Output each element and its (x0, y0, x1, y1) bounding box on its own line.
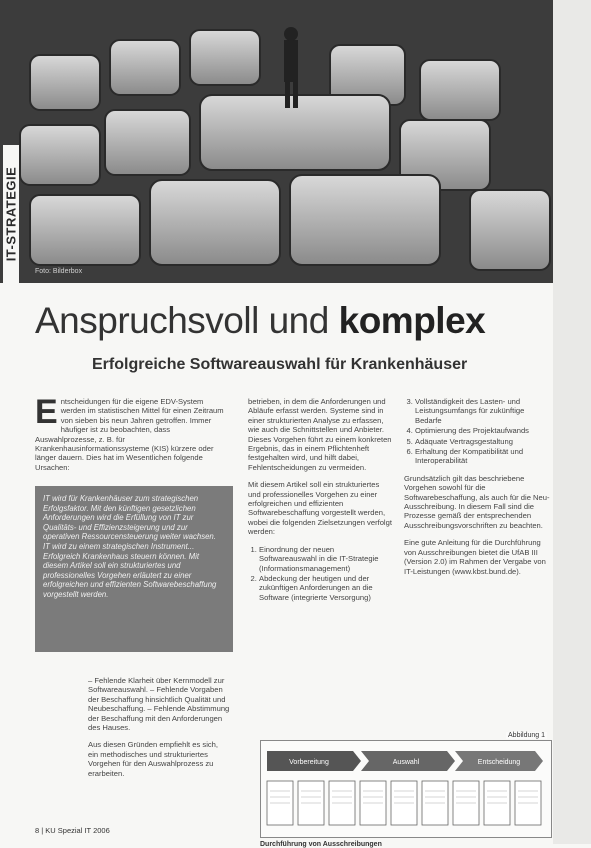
col3-paragraph-2: Eine gute Anleitung für die Durchführung von Ausschreibungen bietet die UfAB III (Version 2.0) im Rahmen der Vergabe von IT-Leistungen (www.kbst.bund.de). (404, 538, 546, 576)
list-item: 1. Einordnung der neuen Softwareauswahl in die IT-Strategie (Informationsmanagement) (259, 545, 394, 573)
figure-caption: Durchführung von Ausschreibungen (260, 841, 382, 848)
bullet-paragraph: – Fehlende Klarheit über Kernmodell zur Softwareauswahl. – Fehlende Vorgaben der Beschaffung hinsichtlich Qualität und Neubeschaffung. – Fehlende Abstimmung der Beschaffung mit den Anforderungen des Hauses. (88, 676, 230, 733)
col3-paragraph-1: Grundsätzlich gilt das beschriebene Vorgehen sowohl für die Softwarebeschaffung, als auch für die Neu-Ausschreibung. In diesem Fall sind die Prozesse gemäß der entsprechenden Ausschreibungsvorschriften zu beachten. (404, 473, 550, 530)
list-item: 4. Optimierung des Projektaufwands (415, 426, 552, 435)
article-subtitle: Erfolgreiche Softwareauswahl für Krankenhäuser (92, 356, 468, 373)
figure-process-diagram (260, 732, 552, 838)
page-footer: 8 | KU Spezial IT 2006 (35, 826, 110, 835)
keyboard-illustration (0, 0, 553, 283)
headline-light: Anspruchsvoll und (35, 300, 339, 341)
phase-label-3: Entscheidung (477, 759, 521, 766)
column-1-continued (88, 676, 230, 786)
section-tag (3, 145, 19, 283)
list-item: 2. Abdeckung der heutigen und der zukünftigen Anforderungen an die Software (integrierte Versorgung) (259, 574, 394, 602)
photo-credit: Foto: Bilderbox (35, 268, 83, 275)
drop-cap: E (35, 393, 58, 431)
article-headline (35, 300, 485, 342)
figure-title: Abbildung 1 (508, 732, 545, 739)
list-item: 5. Adäquate Vertragsgestaltung (415, 437, 552, 446)
intro-paragraph: ntscheidungen für die eigene EDV-System werden im statistischen Mittel für einen Zeitraum von sieben bis neun Jahren getroffen. Immer häufiger ist zu beobachten, dass Auswahlprozesse, z. B. für Krankenhausinformationssysteme (KIS) kürzere oder länger dauern. Dies hat im Wesentlichen folgende Ursachen: (35, 397, 224, 472)
phase-label-2: Auswahl (392, 759, 420, 766)
col2-paragraph-2: Mit diesem Artikel soll ein strukturiertes und professionelles Vorgehen zu einer erfolgreichen und effizienten Softwarebeschaffung vorgestellt werden, wobei die folgenden Zielsetzungen verfolgt werden: (248, 480, 392, 537)
list-item: 3. Vollständigkeit des Lasten- und Leistungsumfangs für zukünftige Bedarfe (415, 397, 552, 425)
pull-quote-box (35, 486, 233, 652)
column-1 (35, 393, 230, 480)
col2-paragraph-1: betrieben, in dem die Anforderungen und Abläufe erfasst werden. Systeme sind in einer strukturierten Analyse zu erfassen, wie auch die Schnittstellen und Anbieter. Dieses Vorgehen führt zu einem konkreten Ergebnis, das in einem Pflichtenheft festgehalten wird, und hilft dabei, Fehlentscheidungen zu vermeiden. (248, 397, 392, 472)
section-tag-label: IT-STRATEGIE (3, 166, 19, 262)
list-item: 6. Erhaltung der Kompatibilität und Interoperabilität (415, 447, 552, 466)
closing-paragraph: Aus diesen Gründen empfiehlt es sich, ein methodisches und strukturiertes Vorgehen für den Auswahlprozess zu erarbeiten. (88, 740, 219, 778)
goal-list (248, 545, 394, 602)
headline-bold: komplex (338, 300, 486, 341)
goal-list-continued (404, 397, 552, 466)
column-2 (248, 397, 394, 603)
process-diagram (261, 741, 551, 837)
pull-quote-text: IT wird für Krankenhäuser zum strategischen Erfolgsfaktor. Mit den künftigen gesetzlichen Anforderungen wird die Erfüllung von IT zur Qualitäts- und Effizienzsteigerung und zur operativen Ressourcensteuerung weiter wachsen. IT wird zu einem strategischen Instrument... Erfolgreich Krankenhaus steuern können. Mit diesem Artikel soll ein strukturiertes und professionelles Vorgehen erläutert zu einer erfolgreichen und effizienten Softwarebeschaffung vorgestellt werden. (43, 494, 217, 599)
phase-label-1: Vorbereitung (289, 759, 329, 766)
page-edge-band (553, 0, 591, 844)
column-3 (404, 397, 552, 584)
hero-photo (0, 0, 553, 283)
